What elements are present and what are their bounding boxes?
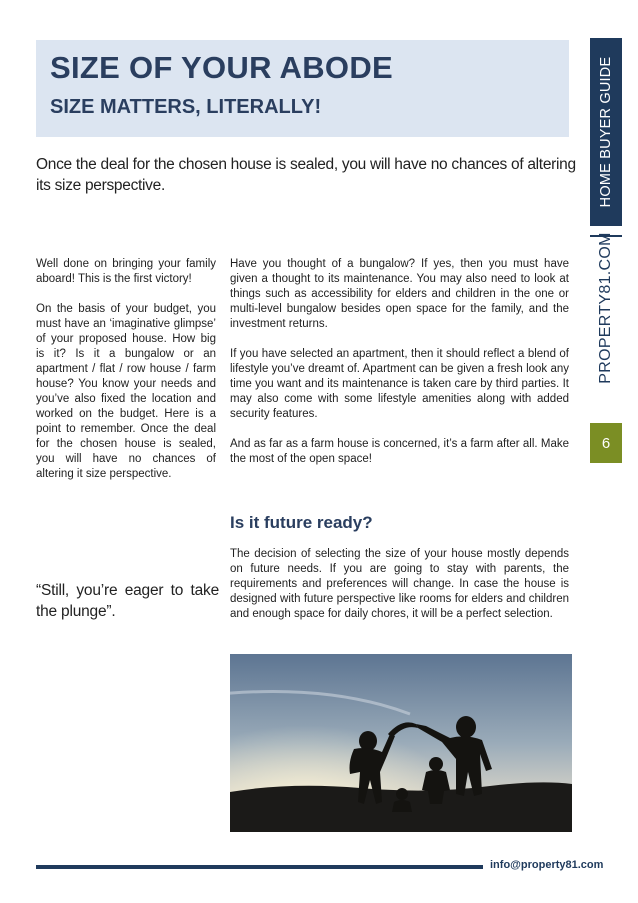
page-subtitle: SIZE MATTERS, LITERALLY!: [50, 96, 322, 118]
pull-quote: “Still, you’re eager to take the plunge”.: [36, 582, 219, 620]
left-paragraph: Well done on bringing your family aboard! This is the first victory!: [36, 258, 216, 285]
footer-email: info@property81.com: [490, 859, 604, 871]
right-column: [230, 257, 569, 482]
footer-rule: [36, 865, 483, 869]
intro-text: Once the deal for the chosen house is sealed, you will have no chances of altering its size perspective.: [36, 156, 576, 194]
right-paragraph: If you have selected an apartment, then it should reflect a blend of lifestyle you’ve dreamt of. Apartment can be given a fresh look any time you want and its maintenance is taken care by third parties. It may also come with some lifestyle amenities along with added security features.: [230, 348, 569, 420]
guide-label: HOME BUYER GUIDE: [598, 56, 614, 208]
guide-label-block: [590, 38, 622, 226]
side-strip: [590, 38, 622, 463]
family-silhouette-image: [230, 654, 572, 832]
right-paragraph: Have you thought of a bungalow? If yes, then you must have given a thought to its maintenance. You may also need to look at things such as accessibility for elders and children in the one or multi-level bungalow besides open space for the family, and the investment returns.: [230, 258, 569, 330]
section-heading: Is it future ready?: [230, 513, 373, 532]
section-body: The decision of selecting the size of your house mostly depends on future needs. If you are going to stay with parents, the requirements and preferences will change. In case the house is designed with future perspective like rooms for elders and children and enough space for daily chores, it will be a perfect selection.: [230, 548, 569, 620]
page-title: SIZE OF YOUR ABODE: [50, 50, 393, 85]
website-label: PROPERTY81.COM: [597, 232, 614, 384]
page-number: 6: [590, 423, 622, 463]
right-paragraph: And as far as a farm house is concerned, it’s a farm after all. Make the most of the open space!: [230, 438, 569, 465]
left-paragraph: On the basis of your budget, you must have an ‘imaginative glimpse’ of your proposed house. How big is it? Is it a bungalow or an apartment / flat / row house / farm house? You know your needs and you’ve also fixed the location and worked on the budget. Here is a point to remember. Once the deal for the chosen house is sealed, you will have no chances of altering it size perspective.: [36, 303, 216, 480]
left-column: [36, 257, 216, 497]
